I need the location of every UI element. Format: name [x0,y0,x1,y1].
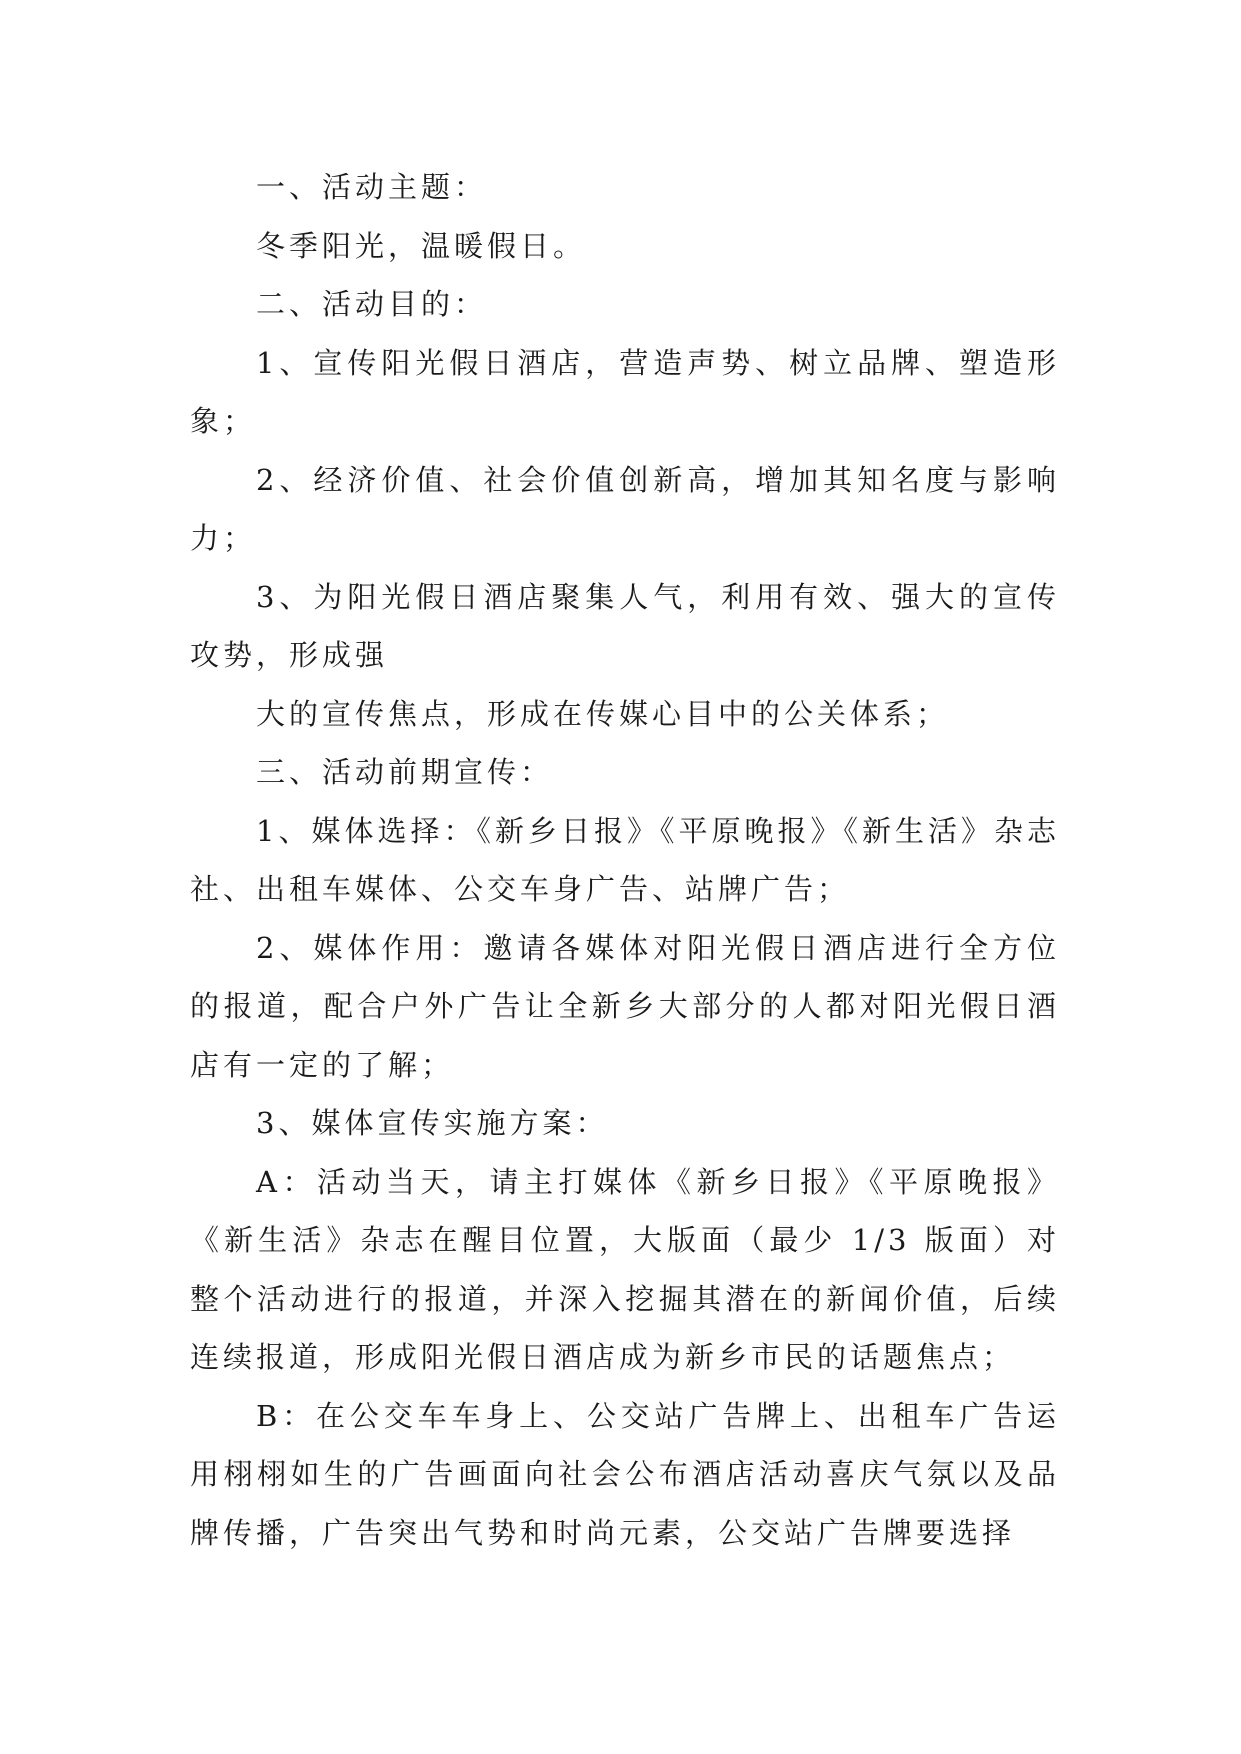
paragraph-purpose-3: 3、为阳光假日酒店聚集人气，利用有效、强大的宣传攻势，形成强 [190,579,1060,672]
paragraph-purpose-1: 1、宣传阳光假日酒店，营造声势、树立品牌、塑造形象； [190,345,1060,438]
paragraph-plan-a: A：活动当天，请主打媒体《新乡日报》《平原晚报》《新生活》杂志在醒目位置，大版面（最少 1/3 版面）对整个活动进行的报道，并深入挖掘其潜在的新闻价值，后续连续报道，形成阳光假日酒店成为新乡市民的话题焦点； [190,1164,1060,1374]
paragraph-media-role: 2、媒体作用：邀请各媒体对阳光假日酒店进行全方位的报道，配合户外广告让全新乡大部分的人都对阳光假日酒店有一定的了解； [190,930,1060,1082]
paragraph-media-selection: 1、媒体选择：《新乡日报》《平原晚报》《新生活》杂志社、出租车媒体、公交车身广告、站牌广告； [190,813,1060,906]
paragraph-purpose-3-cont: 大的宣传焦点，形成在传媒心目中的公关体系； [256,696,950,731]
paragraph-heading-purpose: 二、活动目的： [256,287,488,321]
paragraph-heading-theme: 一、活动主题： [256,170,488,204]
paragraph-plan-b: B：在公交车车身上、公交站广告牌上、出租车广告运用栩栩如生的广告画面向社会公布酒店活动喜庆气氛以及品牌传播，广告突出气势和时尚元素，公交站广告牌要选择 [190,1398,1060,1550]
paragraph-theme-text: 冬季阳光，温暖假日。 [256,228,587,263]
paragraph-media-plan: 3、媒体宣传实施方案： [256,1106,609,1140]
paragraph-purpose-2: 2、经济价值、社会价值创新高，增加其知名度与影响力； [190,462,1060,555]
document-body [190,158,1060,1562]
paragraph-heading-promotion: 三、活动前期宣传： [256,755,554,789]
